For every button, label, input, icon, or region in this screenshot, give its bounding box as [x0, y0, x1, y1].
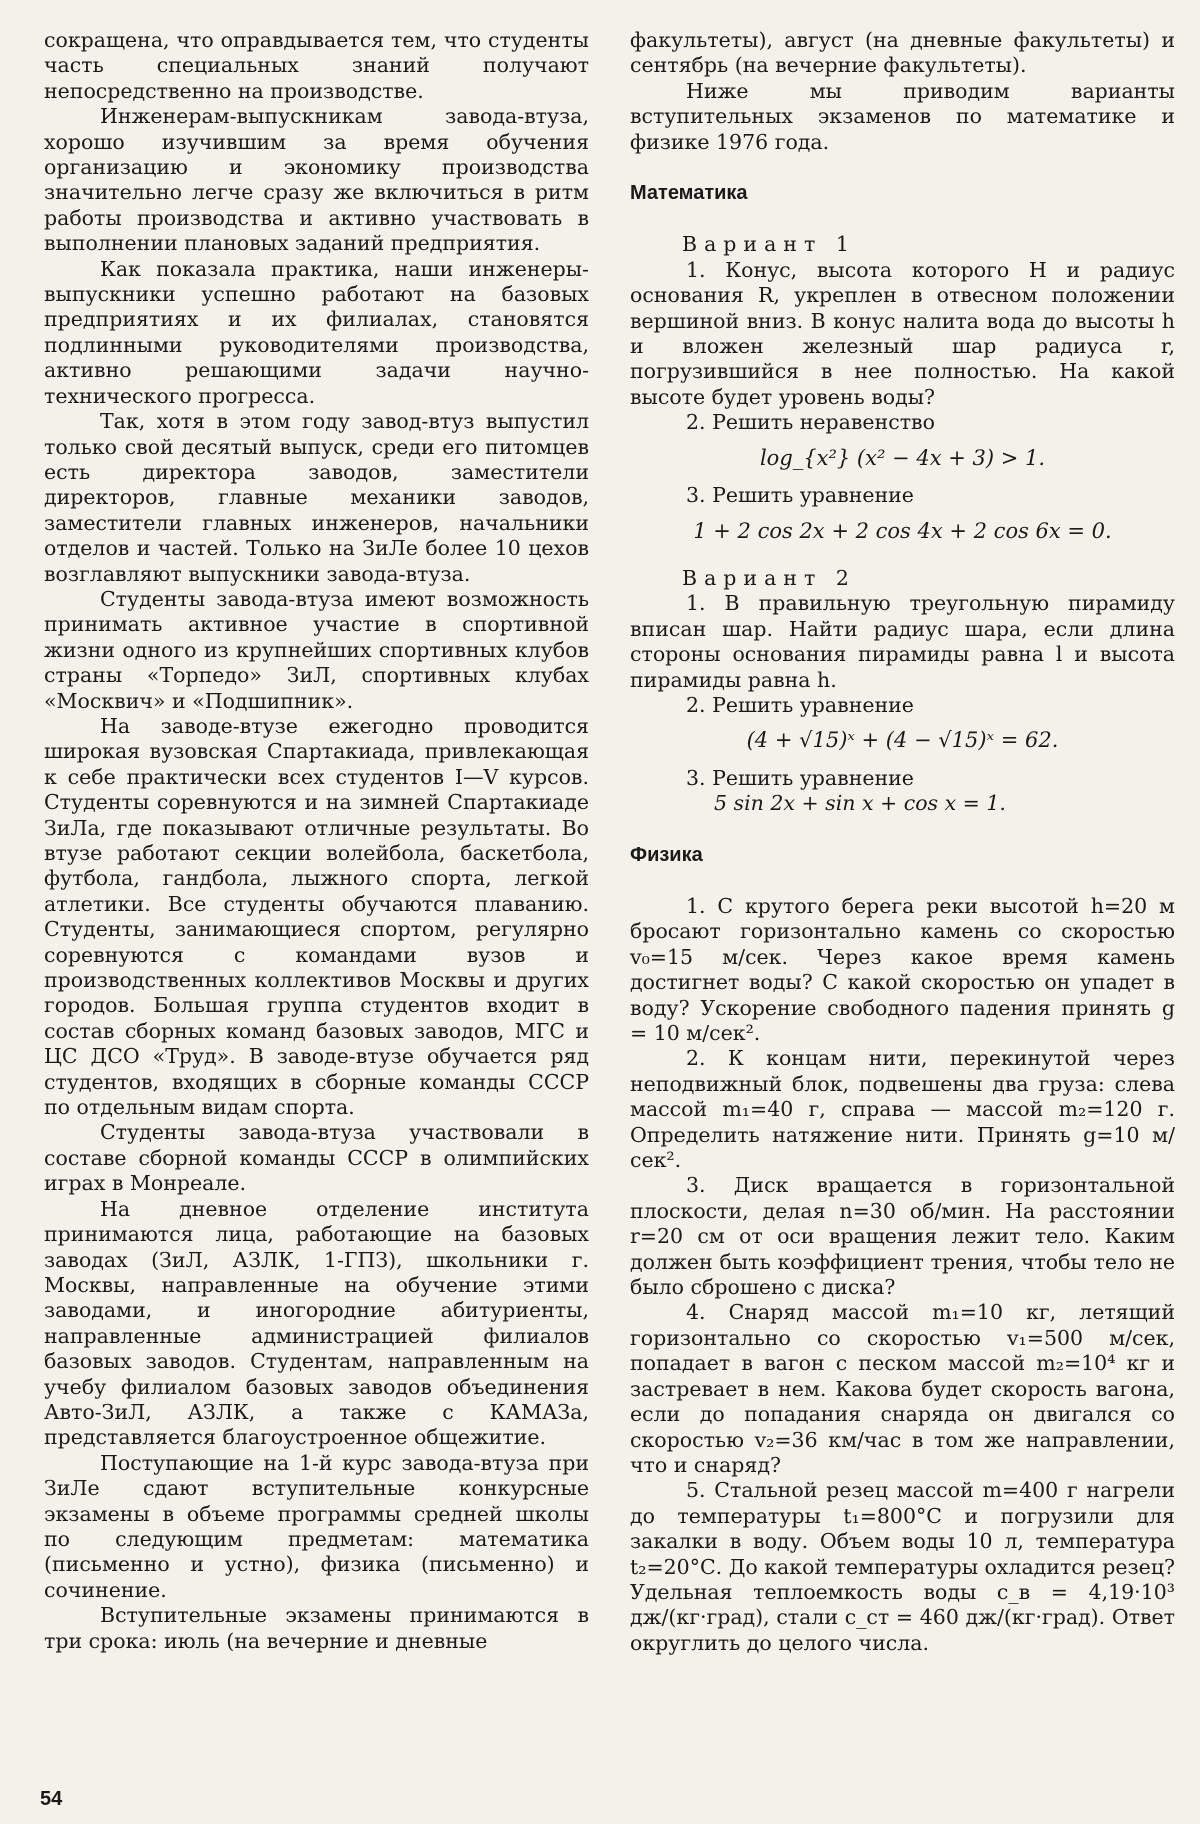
math-v1-formula-2: log_{x²} (x² − 4x + 3) > 1.: [759, 445, 1046, 470]
math-v2-task-1: 1. В правильную треугольную пирамиду вписан шар. Найти радиус шара, если длина стороны основания пирамиды равна l и высота пирамиды равна h.: [630, 591, 1175, 692]
paragraph: Инженерам-выпускникам завода-втуза, хорошо изучившим за время обучения организацию и экономику производства значительно легче сразу же включиться в ритм работы производства и активно участвовать в выполнении плановых заданий предприятия.: [44, 104, 589, 256]
math-v1-task-2: 2. Решить неравенство: [686, 410, 935, 435]
math-v1-task-1: 1. Конус, высота которого H и радиус основания R, укреплен в отвесном положении вершиной вниз. В конус налита вода до высоты h и вложен железный шар радиуса r, погрузившийся в нее полностью. На какой высоте будет уровень воды?: [630, 257, 1175, 409]
paragraph: Студенты завода-втуза имеют возможность принимать активное участие в спортивной жизни одного из крупнейших спортивных клубов страны «Торпедо» ЗиЛ, спортивных клубах «Москвич» и «Подшипник».: [44, 586, 589, 713]
physics-task-4: 4. Снаряд массой m₁=10 кг, летящий горизонтально со скоростью v₁=500 м/сек, попадает в вагон с песком массой m₂=10⁴ кг и застревает в нем. Какова будет скорость вагона, если до попадания снаряда он двигался со скоростью v₂=36 км/час в том же направлении, что и снаряд?: [630, 1300, 1175, 1477]
physics-heading: Физика: [630, 843, 703, 866]
paragraph: На дневное отделение института принимаются лица, работающие на базовых заводах (ЗиЛ, АЗЛК, 1-ГПЗ), школьники г. Москвы, направленные на обучение этими заводами, и иногородние абитуриенты, направленные администрацией филиалов базовых заводов. Студентам, направленным на учебу филиалом базовых заводов объединения Авто-ЗиЛ, АЗЛК, а также с КАМАЗа, представляется благоустроенное общежитие.: [44, 1196, 589, 1450]
paragraph: На заводе-втузе ежегодно проводится широкая вузовская Спартакиада, привлекающая к себе практически всех студентов I—V курсов. Студенты соревнуются и на зимней Спартакиаде ЗиЛа, где показывают отличные результаты. Во втузе работают секции волейбола, баскетбола, футбола, гандбола, лыжного спорта, легкой атлетики. Все студенты обучаются плаванию. Студенты, занимающиеся спортом, регулярно соревнуются с командами вузов и производственных коллективов Москвы и других городов. Большая группа студентов входит в состав сборных команд базовых заводов, МГС и ЦС ДСО «Труд». В заводе-втузе обучается ряд студентов, входящих в сборные команды СССР по отдельным видам спорта.: [44, 713, 589, 1120]
variant-1-label: Вариант 1: [682, 232, 856, 257]
math-v2-task-2: 2. Решить уравнение: [686, 692, 914, 717]
right-column: [630, 28, 1175, 1656]
paragraph: факультеты), август (на дневные факультеты) и сентябрь (на вечерние факультеты).: [630, 28, 1175, 78]
math-v1-formula-3: 1 + 2 cos 2x + 2 cos 4x + 2 cos 6x = 0.: [693, 518, 1112, 543]
physics-task-5: 5. Стальной резец массой m=400 г нагрели до температуры t₁=800°С и погрузили для закалки в воду. Объем воды 10 л, температура t₂=20°С. До какой температуры охладится резец? Удельная теплоемкость воды c_в = 4,19·10³ дж/(кг·град), стали c_ст = 460 дж/(кг·град). Ответ округлить до целого числа.: [630, 1478, 1175, 1655]
variant-2-label: Вариант 2: [682, 565, 856, 590]
left-column: [44, 28, 589, 1654]
physics-task-3: 3. Диск вращается в горизонтальной плоскости, делая n=30 об/мин. На расстоянии r=20 см от оси вращения лежит тело. Каким должен быть коэффициент трения, чтобы тело не было сброшено с диска?: [630, 1173, 1175, 1300]
paragraph: Поступающие на 1-й курс завода-втуза при ЗиЛе сдают вступительные конкурсные экзамены в объеме программы средней школы по следующим предметам: математика (письменно и устно), физика (письменно) и сочинение.: [44, 1450, 589, 1602]
physics-task-1: 1. С крутого берега реки высотой h=20 м бросают горизонтально камень со скоростью v₀=15 м/сек. Через какое время камень достигнет воды? С какой скоростью он упадет в воду? Ускорение свободного падения принять g = 10 м/сек².: [630, 893, 1175, 1045]
math-v2-formula-3: 5 sin 2x + sin x + cos x = 1.: [714, 791, 1006, 816]
paragraph: Студенты завода-втуза участвовали в составе сборной команды СССР в олимпийских играх в Монреале.: [44, 1120, 589, 1196]
paragraph: Как показала практика, наши инженеры-выпускники успешно работают на базовых предприятиях и их филиалах, становятся подлинными руководителями производства, активно решающими задачи научно-технического прогресса.: [44, 256, 589, 408]
math-v2-formula-2: (4 + √15)ˣ + (4 − √15)ˣ = 62.: [746, 728, 1059, 753]
physics-task-2: 2. К концам нити, перекинутой через неподвижный блок, подвешены два груза: слева массой m₁=40 г, справа — массой m₂=120 г. Определить натяжение нити. Принять g=10 м/сек².: [630, 1046, 1175, 1173]
paragraph: Ниже мы приводим варианты вступительных экзаменов по математике и физике 1976 года.: [630, 78, 1175, 154]
math-v2-task-3: 3. Решить уравнение: [686, 765, 914, 790]
math-heading: Математика: [630, 182, 748, 205]
page-number: 54: [40, 1788, 63, 1810]
paragraph: Так, хотя в этом году завод-втуз выпустил только свой десятый выпуск, среди его питомцев есть директора заводов, заместители директоров, главные механики заводов, заместители главных инженеров, начальники отделов и частей. Только на ЗиЛе более 10 цехов возглавляют выпускники завода-втуза.: [44, 409, 589, 586]
math-v1-task-3: 3. Решить уравнение: [686, 483, 914, 508]
paragraph: Вступительные экзамены принимаются в три срока: июль (на вечерние и дневные: [44, 1603, 589, 1653]
paragraph: сокращена, что оправдывается тем, что студенты часть специальных знаний получают непосредственно на производстве.: [44, 28, 589, 103]
